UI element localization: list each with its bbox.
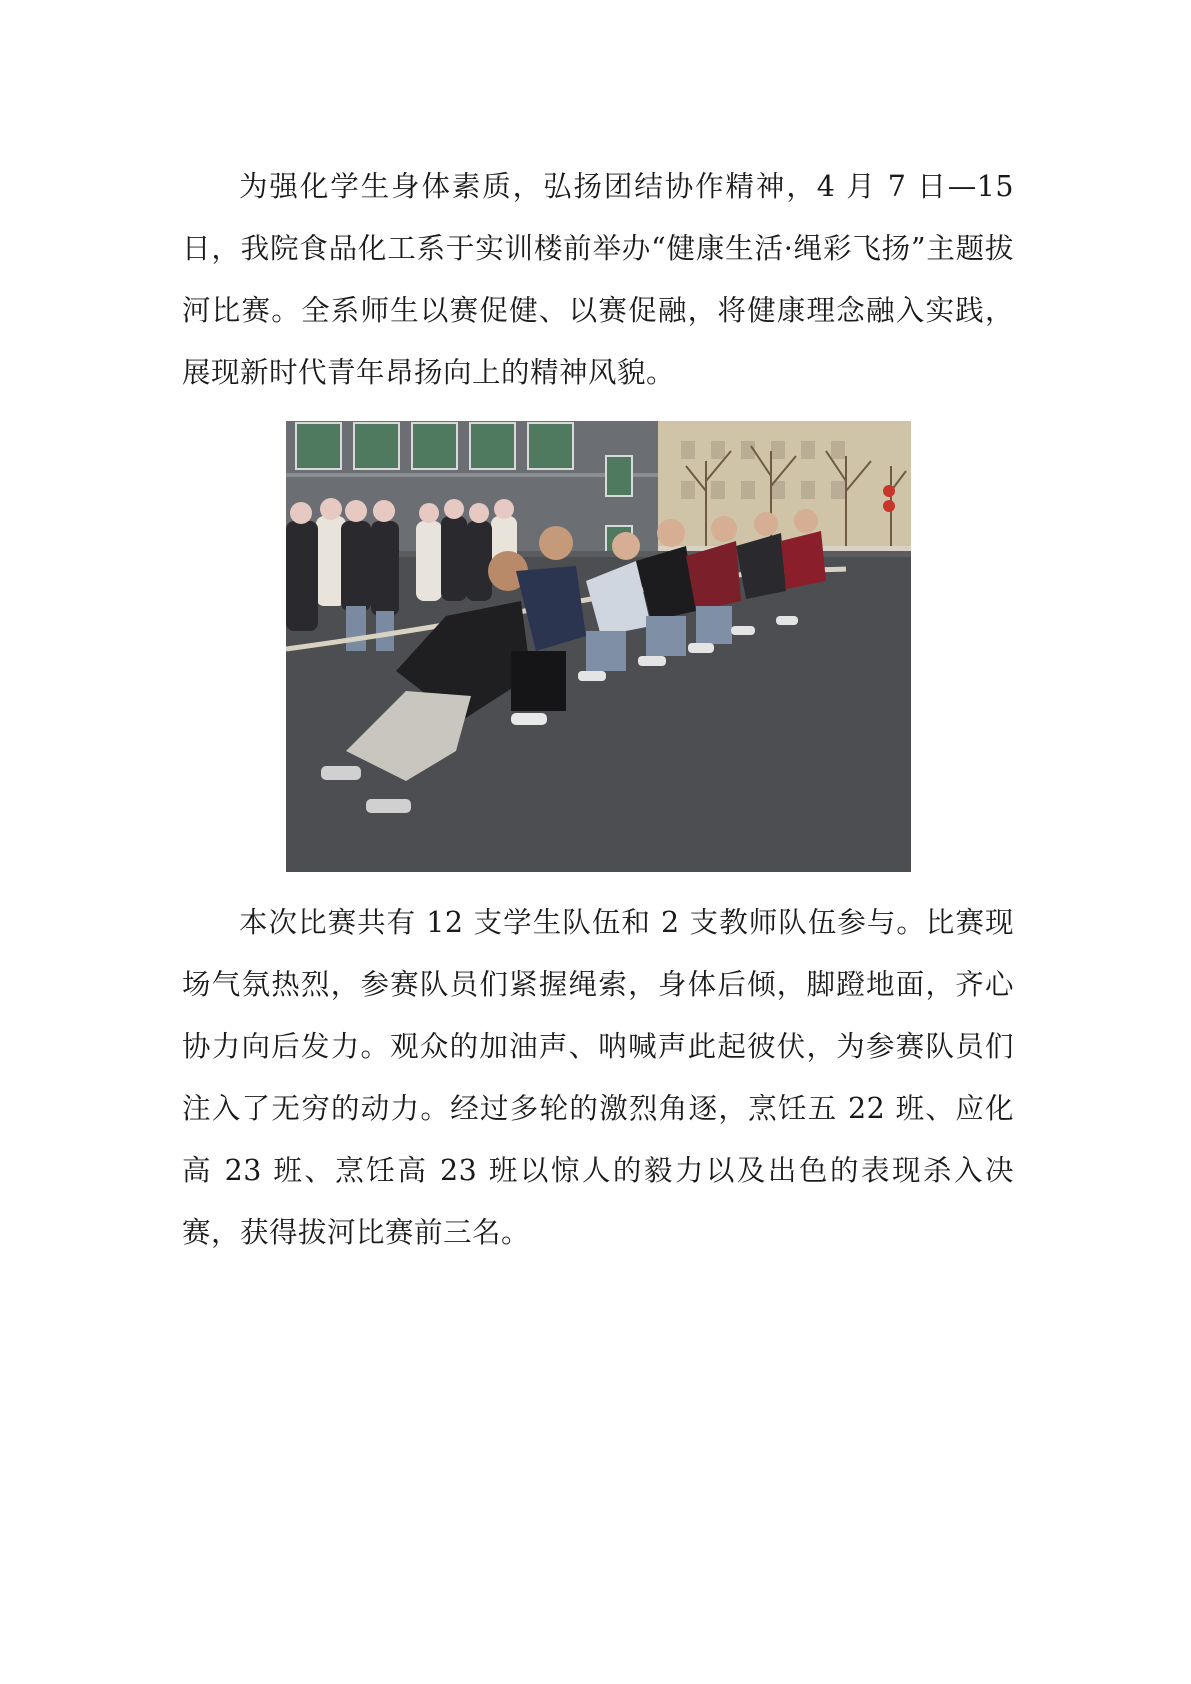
tug-of-war-photo [286, 421, 911, 872]
paragraph-results: 本次比赛共有 12 支学生队伍和 2 支教师队伍参与。比赛现场气氛热烈，参赛队员们紧握绳索，身体后倾，脚蹬地面，齐心协力向后发力。观众的加油声、呐喊声此起彼伏，为参赛队员们注入了无穷的动力。经过多轮的激烈角逐，烹饪五 22 班、应化高 23 班、烹饪高 23 班以惊人的毅力以及出色的表现杀入决赛，获得拔河比赛前三名。 [182, 906, 1014, 1249]
paragraph-intro: 为强化学生身体素质，弘扬团结协作精神，4 月 7 日—15 日，我院食品化工系于实训楼前举办“健康生活·绳彩飞扬”主题拔河比赛。全系师生以赛促健、以赛促融，将健康理念融入实践，展现新时代青年昂扬向上的精神风貌。 [182, 170, 1014, 389]
